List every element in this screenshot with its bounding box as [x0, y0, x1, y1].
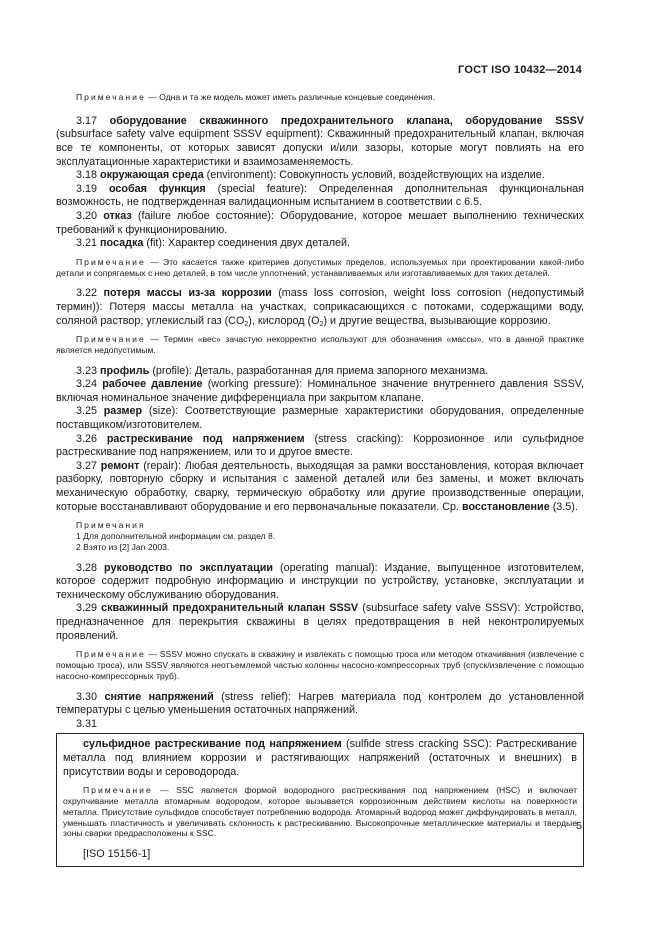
note-3-27-2: 2 Взято из [2] Jan 2003. [76, 541, 170, 552]
note-3-29: Примечание — SSSV можно спускать в скважину и извлекать с помощью троса или методом откачивания (извлечение с помощью троса), или SSSV являются неотъемлемой частью колонны насосно-компрессорных труб (спуск/извлечение с помощью насосно-компрессорных труб). [56, 649, 585, 681]
term-3-25: 3.25 размер (size): Соответствующие размерные характеристики оборудования, определенные поставщиком/изготовителем. [56, 405, 585, 432]
page-number: 5 [576, 820, 582, 832]
note-3-27-1: 1 Для дополнительной информации см. раздел 8. [76, 531, 276, 542]
note-3-31: Примечание — SSC является формой водородного растрескивания под напряжением (HSC) и включает охрупчивание металла атомарным водородом, которое вызывается коррозионным действием кислоты на поверхности металла. Присутствие сульфидов способствует потреблению водорода. Атомарный водород может диффундировать в металл, уменьшать пластичность и увеличивать склонность к растрескиванию. Высокопрочные металлические материалы и твердые зоны сварки предрасположены к SSC. [63, 785, 577, 839]
note-0: Примечание — Одна и та же модель может иметь различные концевые соединения. [76, 92, 435, 102]
document-header: ГОСТ ISO 10432—2014 [458, 64, 582, 76]
term-3-20: 3.20 отказ (failure любое состояние): Оборудование, которое мешает выполнению технических требований к функционированию. [56, 209, 585, 236]
term-3-31: сульфидное растрескивание под напряжением (sulfide stress cracking SSC): Растрескивание металла под влиянием коррозии и растягивающих напряжений (остаточных и внешних) в присутствии воды и сероводорода. [63, 738, 578, 778]
page-content [56, 92, 584, 867]
note-3-22: Примечание — Термин «вес» зачастую некорректно используют для обозначения «массы», что в данной практике является недопустимым. [56, 334, 584, 355]
term-3-17: 3.17 оборудование скважинного предохранительного клапана, оборудование SSSV (subsurface safety valve equipment SSSV equipment): Скважинный предохранительный клапан, включая все те компоненты, от которых зависят допуски и/или зазоры, которые могут повлиять на его эксплуатационные характеристики и взаимозаменяемость. [56, 114, 584, 168]
term-3-18: 3.18 окружающая среда (environment): Совокупность условий, воздействующих на изделие. [76, 169, 545, 182]
term-3-30: 3.30 снятие напряжений (stress relief): Нагрев материала под контролем до установленной температуры с целью уменьшения остаточных напряжений. [56, 690, 585, 717]
term-3-31-number: 3.31 [76, 717, 98, 730]
note-label: Примечание [76, 92, 146, 102]
term-3-19: 3.19 особая функция (special feature): Определенная дополнительная функциональная возможность, не подтвержденная валидационным испытанием в соответствии с 6.5. [56, 182, 585, 209]
term-3-26: 3.26 растрескивание под напряжением (stress cracking): Коррозионное или сульфидное растрескивание под напряжением, или то и другое вместе. [56, 432, 585, 459]
term-3-21: 3.21 посадка (fit): Характер соединения двух деталей. [76, 237, 351, 250]
term-3-24: 3.24 рабочее давление (working pressure): Номинальное значение внутреннего давления SSSV, включая номинальное значение дифференциала при закрытом клапане. [56, 378, 585, 404]
term-3-22: 3.22 потеря массы из-за коррозии (mass loss corrosion, weight loss corrosion (недопустимый термин)): Потеря массы металла на участках, соприкасающихся с потоками, содержащими воду, соляной раствор, углекислый газ $(CO_2)$, кислород $(O_2)$ и другие вещества, вызывающие коррозию. [56, 287, 585, 328]
term-3-28: 3.28 руководство по эксплуатации (operating manual): Издание, выпущенное изготовителем, которое содержит подробную информацию и инструкции по устройству, установке, эксплуатации и техническому обслуживанию оборудования. [56, 561, 584, 601]
term-3-27: 3.27 ремонт (repair): Любая деятельность, выходящая за рамки восстановления, которая включает разборку, повторную сборку и испытания с заменой деталей или без замены, и может включать механическую обработку, сварку, термическую обработку или другие производственные операции, которые восстанавливают оборудование и его первоначальные показатели. Ср. восстановление (3.5). [56, 459, 584, 513]
term-3-31-source: [ISO 15156-1] [83, 848, 151, 861]
notes-3-27-label: Примечания [76, 520, 146, 531]
term-3-31-box [56, 733, 584, 866]
term-3-29: 3.29 скважинный предохранительный клапан SSSV (subsurface safety valve SSSV): Устройство, предназначенное для перекрытия скважины в целях предотвращения в ней неконтролируемых проявлений. [56, 602, 585, 642]
term-3-23: 3.23 профиль (profile): Деталь, разработанная для приема запорного механизма. [76, 364, 489, 377]
note-3-21: Примечание — Это касается также критериев допустимых пределов, используемых при проектировании какой-либо детали и сопрягаемых с нею деталей, в том числе уплотнений, устанавливаемых или изготавливаемых для таких деталей. [56, 256, 585, 278]
